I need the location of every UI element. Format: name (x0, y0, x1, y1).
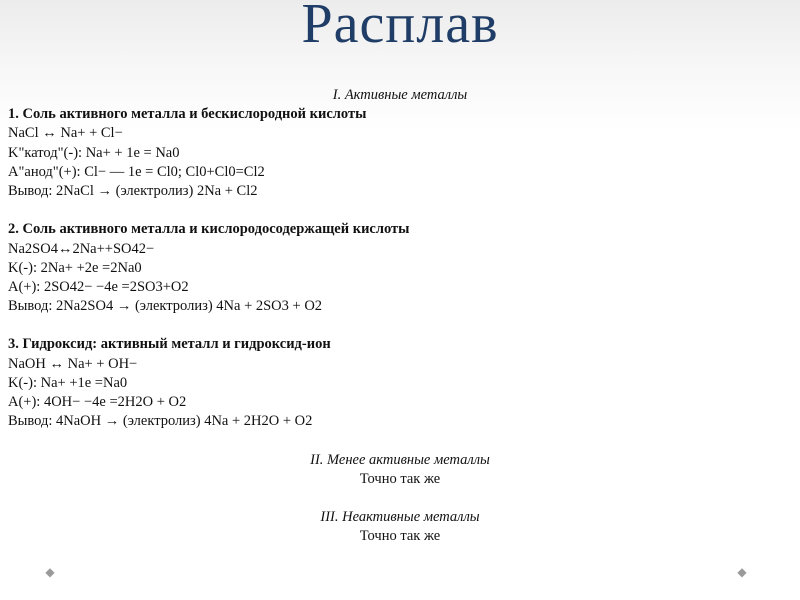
equation-line: NaCl ↔ Na+ + Cl− (8, 125, 123, 142)
subheading-salt-oxygen-acid: 2. Соль активного металла и кислородосодержащей кислоты (8, 221, 410, 238)
section-heading-less-active-metals: II. Менее активные металлы (310, 451, 490, 468)
section-text: Точно так же (359, 470, 441, 487)
slide-content (8, 86, 792, 547)
bullet-dot-icon: ◆ (45, 565, 55, 579)
subheading-hydroxide: 3. Гидроксид: активный металл и гидроксид-ион (8, 336, 331, 353)
equation-line: K"катод"(-): Na+ + 1e = Na0 (8, 144, 180, 161)
equation-line: A(+): 2SO42− −4e =2SO3+O2 (8, 278, 189, 295)
equation-line: A"анод"(+): Cl− — 1e = Cl0; Cl0+Cl0=Cl2 (8, 163, 265, 180)
equation-line: NaOH ↔ Na+ + OH− (8, 355, 138, 372)
equation-line: A(+): 4OH− −4e =2H2O + O2 (8, 394, 187, 410)
equation-line: Вывод: 2Na2SO4 → (электролиз) 4Na + 2SO3 + O2 (8, 298, 323, 315)
slide-title: Расплав (301, 0, 499, 55)
equation-line: K(-): 2Na+ +2e =2Na0 (8, 259, 142, 276)
equation-line: Na2SO4↔2Na++SO42− (8, 240, 155, 257)
section-heading-inactive-metals: III. Неактивные металлы (320, 509, 480, 526)
equation-line: Вывод: 4NaOH → (электролиз) 4Na + 2H2O + O2 (8, 413, 313, 430)
section-text: Точно так же (359, 528, 441, 545)
subheading-salt-oxygen-free-acid: 1. Соль активного металла и бескислородной кислоты (8, 106, 367, 123)
section-heading-active-metals: I. Активные металлы (332, 87, 468, 103)
equation-line: Вывод: 2NaCl → (электролиз) 2Na + Cl2 (8, 182, 258, 199)
bullet-dot-icon: ◆ (737, 565, 747, 579)
equation-line: K(-): Na+ +1e =Na0 (8, 374, 128, 391)
